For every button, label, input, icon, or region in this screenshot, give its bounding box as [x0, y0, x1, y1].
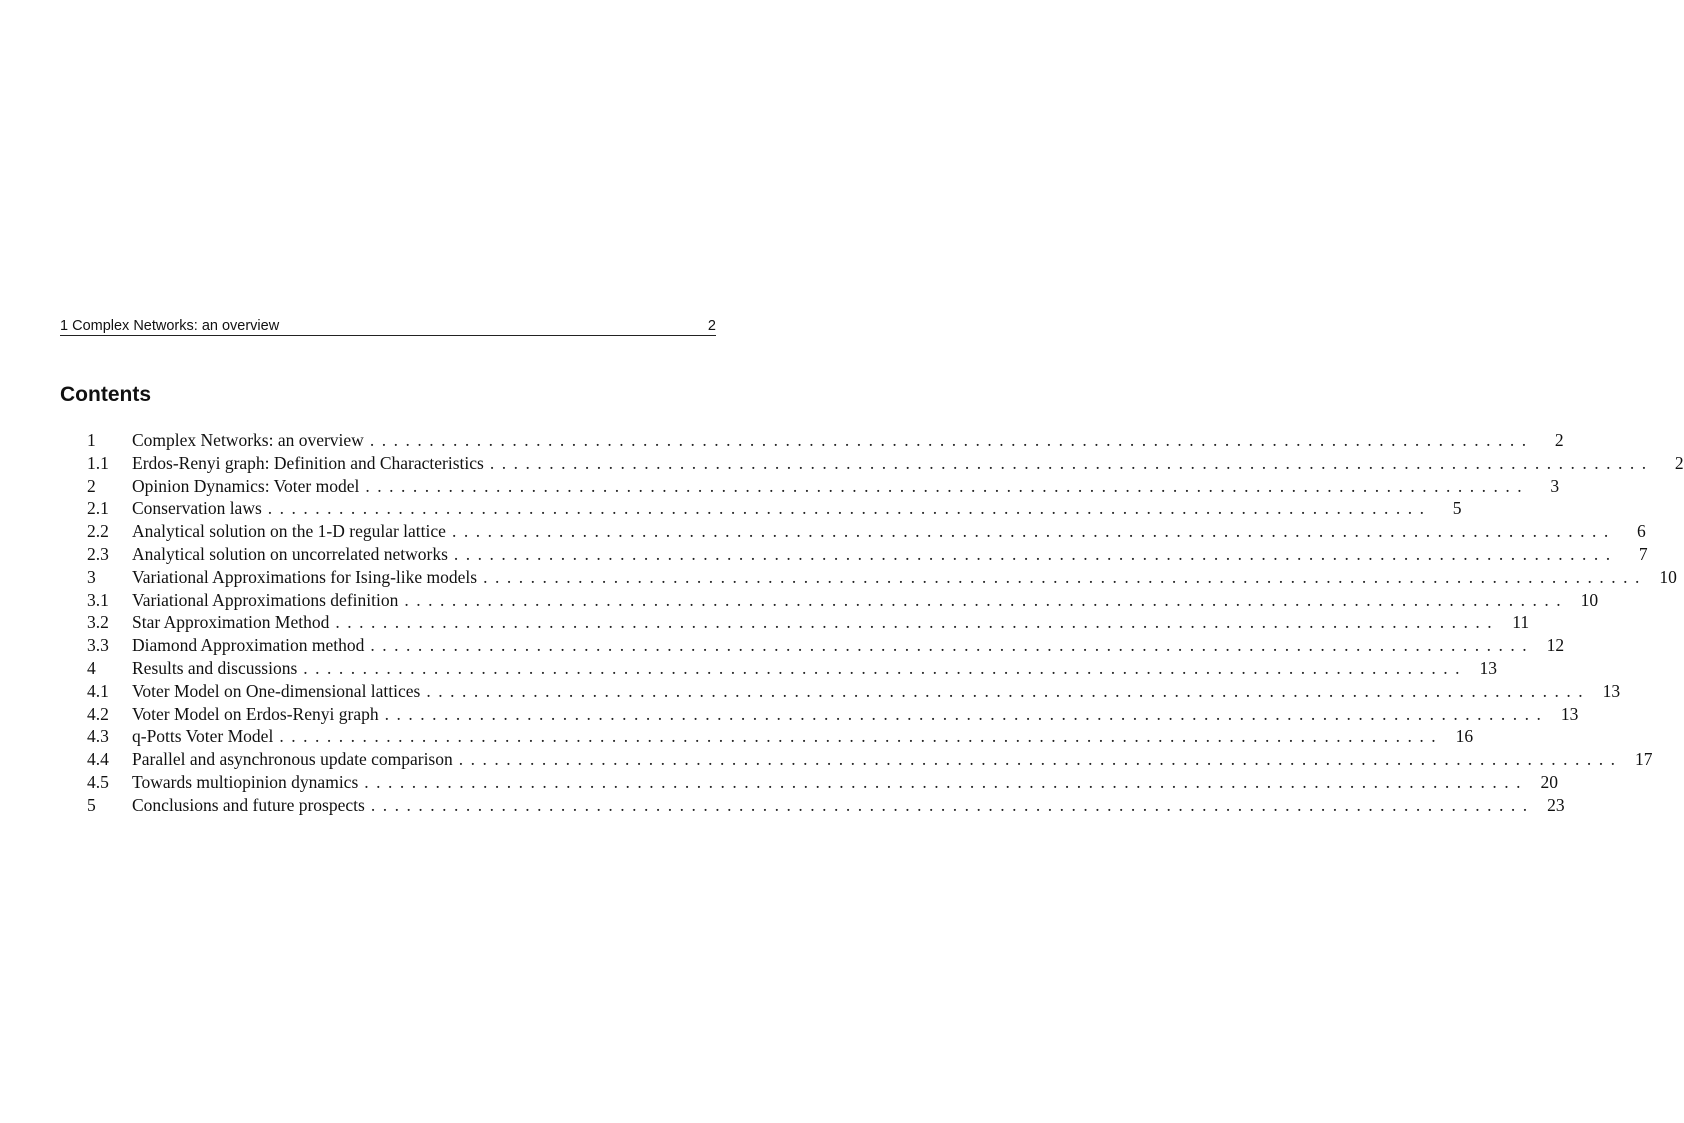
toc-entry-number: 2.3 [87, 543, 109, 564]
running-header-page-number: 2 [707, 318, 716, 334]
toc-entry-page: 10 [1580, 589, 1599, 610]
toc-entry-number: 2.2 [87, 521, 109, 542]
running-header [60, 314, 716, 336]
toc-dot-leader: .................................................................................................. [370, 635, 1535, 656]
toc-dot-leader: .................................................................................................. [279, 726, 1444, 747]
toc-entry-page: 16 [1455, 726, 1474, 747]
toc-dot-leader: .................................................................................................. [453, 543, 1618, 564]
toc-entry-number: 4.3 [87, 726, 109, 747]
toc-entry-title: Erdos-Renyi graph: Definition and Characteristics [132, 452, 484, 473]
toc-entry-page: 17 [1635, 749, 1653, 770]
toc-entry-page: 7 [1638, 543, 1648, 564]
toc-entry-page: 13 [1479, 657, 1498, 678]
toc-dot-leader: .................................................................................................. [483, 566, 1647, 587]
toc-entry-page: 2 [1674, 452, 1684, 473]
toc-dot-leader: .................................................................................................. [384, 703, 1549, 724]
toc-entry-title: q-Potts Voter Model [132, 726, 274, 747]
table-of-contents [87, 429, 1684, 817]
toc-entry-title: Towards multiopinion dynamics [132, 771, 359, 792]
toc-entry-page: 23 [1547, 794, 1565, 815]
toc-entry-title: Complex Networks: an overview [132, 430, 364, 450]
toc-entry-title: Conservation laws [132, 498, 262, 519]
toc-entry-title: Variational Approximations for Ising-like models [132, 566, 478, 587]
toc-entry-page: 12 [1546, 635, 1565, 656]
toc-entry-title: Voter Model on Erdos-Renyi graph [132, 703, 379, 724]
toc-entry-title: Opinion Dynamics: Voter model [132, 475, 360, 496]
toc-dot-leader: .................................................................................................. [365, 475, 1530, 496]
toc-entry[interactable] [87, 771, 1559, 794]
toc-dot-leader: .................................................................................................. [303, 657, 1468, 678]
toc-dot-leader: .................................................................................................. [458, 749, 1623, 770]
toc-dot-leader: .................................................................................................. [369, 430, 1534, 450]
toc-entry[interactable] [87, 429, 1564, 452]
toc-dot-leader: .................................................................................................. [489, 452, 1654, 473]
toc-dot-leader: .................................................................................................. [451, 521, 1616, 542]
toc-entry[interactable] [87, 589, 1599, 612]
toc-entry-page: 11 [1512, 612, 1530, 633]
contents-heading: Contents [60, 383, 151, 406]
toc-entry[interactable] [87, 748, 1653, 771]
toc-dot-leader: .................................................................................................. [404, 589, 1569, 610]
toc-entry[interactable] [87, 680, 1621, 703]
toc-entry-number: 5 [87, 794, 96, 815]
toc-entry[interactable] [87, 566, 1677, 589]
toc-entry-number: 3.1 [87, 589, 109, 610]
toc-entry[interactable] [87, 657, 1498, 680]
toc-entry-title: Analytical solution on the 1-D regular lattice [132, 521, 446, 542]
toc-entry[interactable] [87, 611, 1530, 634]
toc-entry-title: Voter Model on One-dimensional lattices [132, 680, 421, 701]
toc-entry[interactable] [87, 452, 1684, 475]
toc-entry-page: 13 [1560, 703, 1579, 724]
toc-entry[interactable] [87, 520, 1646, 543]
toc-entry-number: 1.1 [87, 452, 109, 473]
toc-dot-leader: .................................................................................................. [426, 680, 1591, 701]
toc-entry-title: Star Approximation Method [132, 612, 330, 633]
toc-entry-page: 2 [1554, 430, 1564, 450]
toc-entry[interactable] [87, 794, 1565, 817]
toc-entry-title: Parallel and asynchronous update comparison [132, 749, 453, 770]
toc-dot-leader: .................................................................................................. [370, 794, 1535, 815]
toc-entry-number: 4.2 [87, 703, 109, 724]
toc-entry-number: 3.2 [87, 612, 109, 633]
toc-entry-title: Analytical solution on uncorrelated networks [132, 543, 448, 564]
toc-entry-number: 4 [87, 657, 96, 678]
toc-entry-title: Results and discussions [132, 657, 298, 678]
toc-entry-page: 5 [1452, 498, 1462, 519]
toc-entry-number: 1 [87, 430, 96, 450]
toc-entry-page: 10 [1659, 566, 1677, 587]
toc-dot-leader: .................................................................................................. [335, 612, 1500, 633]
toc-entry-number: 2 [87, 475, 96, 496]
toc-dot-leader: .................................................................................................. [267, 498, 1432, 519]
toc-entry-title: Conclusions and future prospects [132, 794, 365, 815]
toc-entry[interactable] [87, 497, 1462, 520]
toc-entry[interactable] [87, 725, 1474, 748]
toc-entry[interactable] [87, 703, 1579, 726]
toc-dot-leader: .................................................................................................. [364, 771, 1529, 792]
toc-entry-page: 6 [1636, 521, 1646, 542]
toc-entry-number: 4.4 [87, 749, 109, 770]
toc-entry-page: 13 [1602, 680, 1621, 701]
toc-entry-number: 3 [87, 566, 96, 587]
toc-entry-number: 3.3 [87, 635, 109, 656]
toc-entry-page: 20 [1540, 771, 1559, 792]
toc-entry-number: 4.5 [87, 771, 109, 792]
toc-entry[interactable] [87, 634, 1565, 657]
toc-entry-number: 4.1 [87, 680, 109, 701]
toc-entry-number: 2.1 [87, 498, 109, 519]
toc-entry[interactable] [87, 475, 1560, 498]
toc-entry-title: Variational Approximations definition [132, 589, 399, 610]
toc-entry-page: 3 [1550, 475, 1560, 496]
toc-entry-title: Diamond Approximation method [132, 635, 365, 656]
running-header-title: 1 Complex Networks: an overview [60, 318, 280, 334]
toc-entry[interactable] [87, 543, 1648, 566]
